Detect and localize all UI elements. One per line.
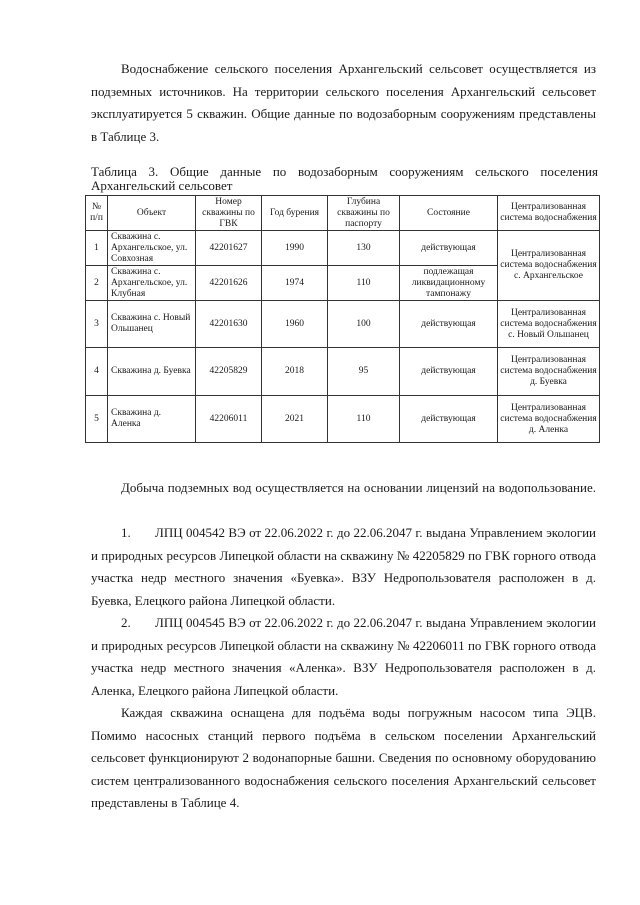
license-item-number: 2. <box>121 615 131 630</box>
cell-state: действующая <box>400 348 498 396</box>
cell-object: Скважина д. Буевка <box>108 348 196 396</box>
license-item-2 <box>91 612 596 702</box>
cell-num: 5 <box>86 396 108 443</box>
header-num: № п/п <box>86 196 108 231</box>
cell-depth: 100 <box>328 301 400 348</box>
table-caption: Таблица 3. Общие данные по водозаборным сооружениям сельского поселения Архангельский сельсовет <box>91 164 598 193</box>
license-item-number: 1. <box>121 525 131 540</box>
cell-gvk: 42206011 <box>196 396 262 443</box>
cell-object: Скважина д. Аленка <box>108 396 196 443</box>
cell-depth: 95 <box>328 348 400 396</box>
cell-state: подлежащая ликвидационному тампонажу <box>400 266 498 301</box>
cell-system: Централизованная система водоснабжения д. Аленка <box>498 396 600 443</box>
license-item-1 <box>91 522 596 612</box>
cell-depth: 110 <box>328 266 400 301</box>
cell-gvk: 42201630 <box>196 301 262 348</box>
license-item-text: ЛПЦ 004545 ВЭ от 22.06.2022 г. до 22.06.2047 г. выдана Управлением экологии и природных ресурсов Липецкой области на скважину № 42206011 по ГВК горного отвода участка недр местного значения «Аленка». ВЗУ Недропользователя расположен в д. Аленка, Елецкого района Липецкой области. <box>91 615 596 698</box>
cell-num: 1 <box>86 231 108 266</box>
intro-paragraph: Водоснабжение сельского поселения Архангельский сельсовет осуществляется из подземных источников. На территории сельского поселения Архангельский сельсовет эксплуатируется 5 скважин. Общие данные по водозаборным сооружениям представлены в Таблице 3. <box>91 61 596 144</box>
licenses-intro <box>91 477 596 500</box>
cell-gvk: 42201627 <box>196 231 262 266</box>
cell-system-merged: Централизованная система водоснабжения с. Архангельское <box>498 231 600 301</box>
licenses-intro-text: Добыча подземных вод осуществляется на основании лицензий на водопользование. <box>121 480 596 495</box>
cell-object: Скважина с. Архангельское, ул. Совхозная <box>108 231 196 266</box>
header-gvk-number: Номер скважины по ГВК <box>196 196 262 231</box>
cell-gvk: 42205829 <box>196 348 262 396</box>
cell-year: 2021 <box>262 396 328 443</box>
header-depth: Глубина скважины по паспорту <box>328 196 400 231</box>
cell-depth: 110 <box>328 396 400 443</box>
header-year: Год бурения <box>262 196 328 231</box>
cell-state: действующая <box>400 396 498 443</box>
header-system: Централизованная система водоснабжения <box>498 196 600 231</box>
table-row <box>86 348 600 396</box>
cell-gvk: 42201626 <box>196 266 262 301</box>
cell-depth: 130 <box>328 231 400 266</box>
cell-state: действующая <box>400 231 498 266</box>
header-object: Объект <box>108 196 196 231</box>
cell-year: 1990 <box>262 231 328 266</box>
license-item-text: ЛПЦ 004542 ВЭ от 22.06.2022 г. до 22.06.2047 г. выдана Управлением экологии и природных ресурсов Липецкой области на скважину № 42205829 по ГВК горного отвода участка недр местного значения «Буевка». ВЗУ Недропользователя расположен в д. Буевка, Елецкого района Липецкой области. <box>91 525 596 608</box>
cell-num: 2 <box>86 266 108 301</box>
header-state: Состояние <box>400 196 498 231</box>
cell-object: Скважина с. Архангельское, ул. Клубная <box>108 266 196 301</box>
wells-table <box>85 195 600 443</box>
table-row <box>86 301 600 348</box>
table-header-row <box>86 196 600 231</box>
cell-state: действующая <box>400 301 498 348</box>
cell-system: Централизованная система водоснабжения с. Новый Ольшанец <box>498 301 600 348</box>
cell-object: Скважина с. Новый Ольшанец <box>108 301 196 348</box>
cell-year: 1960 <box>262 301 328 348</box>
table-row <box>86 231 600 266</box>
cell-num: 4 <box>86 348 108 396</box>
cell-system: Централизованная система водоснабжения д. Буевка <box>498 348 600 396</box>
cell-year: 1974 <box>262 266 328 301</box>
closing-paragraph: Каждая скважина оснащена для подъёма воды погружным насосом типа ЭЦВ. Помимо насосных станций первого подъёма в сельском поселении Архангельский сельсовет функционируют 2 водонапорные башни. Сведения по основному оборудованию систем централизованного водоснабжения сельского поселения Архангельский сельсовет представлены в Таблице 4. <box>91 705 596 810</box>
cell-year: 2018 <box>262 348 328 396</box>
cell-num: 3 <box>86 301 108 348</box>
table-row <box>86 396 600 443</box>
